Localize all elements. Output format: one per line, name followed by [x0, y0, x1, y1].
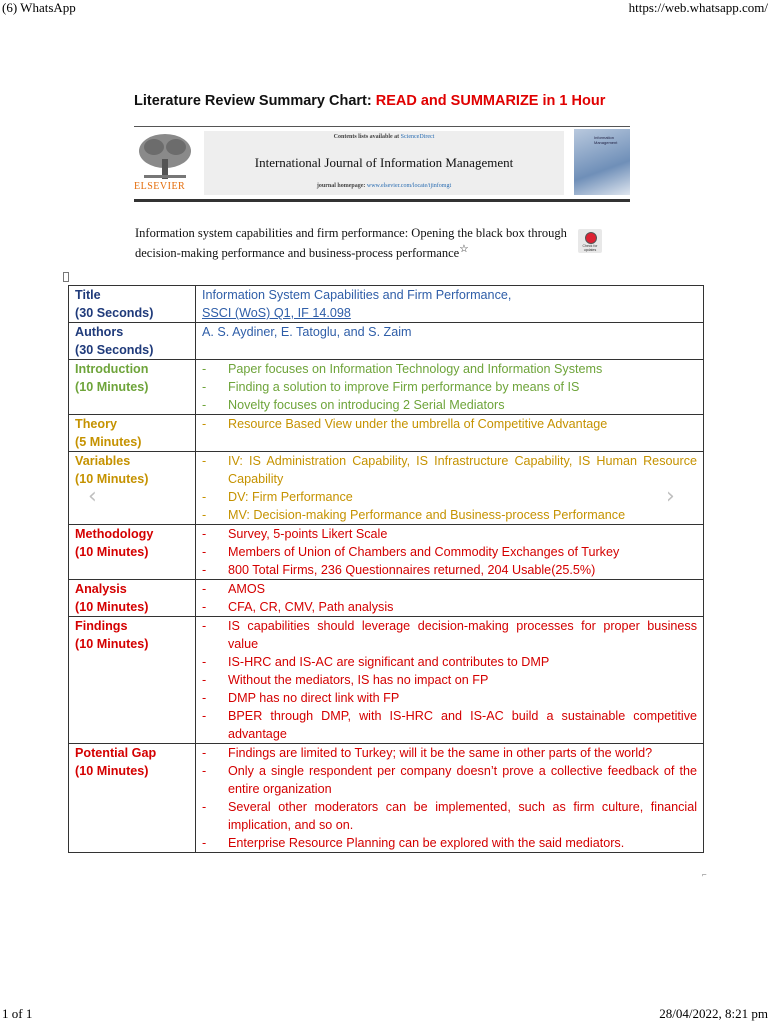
bullet-item	[202, 543, 697, 561]
row-label-name: Introduction	[75, 362, 149, 376]
bullet-dash: -	[202, 417, 207, 431]
table-corner-mark: ⌐	[702, 870, 707, 879]
summary-row	[69, 452, 704, 525]
paper-title-footnote-mark: ☆	[459, 243, 469, 255]
row-content	[196, 580, 704, 617]
row-label	[69, 360, 196, 415]
bullet-dash: -	[202, 709, 207, 723]
bullet-dash: -	[202, 691, 207, 705]
bullet-dash: -	[202, 800, 207, 814]
bullet-item	[202, 561, 697, 579]
summary-row	[69, 617, 704, 744]
bullet-text: IS capabilities should leverage decision-making processes for proper business value	[228, 619, 697, 651]
bullet-text: BPER through DMP, with IS-HRC and IS-AC build a sustainable competitive advantage	[228, 709, 697, 741]
bullet-dash: -	[202, 619, 207, 633]
bullet-text: 800 Total Firms, 236 Questionnaires returned, 204 Usable(25.5%)	[228, 563, 596, 577]
row-content	[196, 323, 704, 360]
row-content	[196, 617, 704, 744]
row-label-name: Title	[75, 288, 101, 302]
bullet-text: Findings are limited to Turkey; will it be the same in other parts of the world?	[228, 746, 653, 760]
row-content	[196, 525, 704, 580]
bullet-item	[202, 689, 697, 707]
content-line: Information System Capabilities and Firm Performance,	[202, 288, 512, 302]
bullet-text: DMP has no direct link with FP	[228, 691, 400, 705]
bullet-dash: -	[202, 563, 207, 577]
row-label	[69, 286, 196, 323]
print-header-url: https://web.whatsapp.com/	[628, 0, 768, 15]
crossmark-label: Check for updates	[582, 244, 598, 252]
bullet-text: CFA, CR, CMV, Path analysis	[228, 600, 394, 614]
row-label-duration: (10 Minutes)	[75, 637, 149, 651]
crossmark-icon	[585, 232, 597, 244]
table-anchor-marker	[63, 272, 69, 282]
document-title	[134, 93, 605, 109]
bullet-dash: -	[202, 600, 207, 614]
row-content	[196, 744, 704, 853]
bullet-item	[202, 360, 697, 378]
bullet-text: Several other moderators can be implemented, such as firm culture, financial implication, and so on.	[228, 800, 697, 832]
bullet-dash: -	[202, 582, 207, 596]
publisher-name: ELSEVIER	[134, 181, 186, 192]
bullet-text: DV: Firm Performance	[228, 490, 353, 504]
bullet-item	[202, 488, 697, 506]
row-label	[69, 617, 196, 744]
contents-available-prefix: Contents lists available at	[333, 134, 401, 140]
bullet-dash: -	[202, 673, 207, 687]
bullet-item	[202, 378, 697, 396]
bullet-dash: -	[202, 508, 207, 522]
row-label-name: Methodology	[75, 527, 154, 541]
journal-homepage-link[interactable]: www.elsevier.com/locate/ijinfomgt	[366, 183, 452, 189]
bullet-text: Members of Union of Chambers and Commodity Exchanges of Turkey	[228, 545, 620, 559]
bullet-item	[202, 617, 697, 653]
journal-homepage	[204, 183, 564, 189]
print-header-title: (6) WhatsApp	[2, 0, 76, 15]
bullet-item	[202, 798, 697, 834]
bullet-text: Only a single respondent per company doesn’t prove a collective feedback of the entire organization	[228, 764, 697, 796]
summary-row	[69, 580, 704, 617]
bullet-item	[202, 834, 697, 852]
row-content	[196, 360, 704, 415]
row-label	[69, 525, 196, 580]
summary-row	[69, 286, 704, 323]
bullet-dash: -	[202, 836, 207, 850]
previous-page-chevron-icon[interactable]: ‹	[88, 484, 97, 509]
check-for-updates-badge[interactable]	[578, 229, 602, 253]
row-label	[69, 744, 196, 853]
bullet-dash: -	[202, 362, 207, 376]
journal-info-box	[204, 131, 564, 195]
row-label-duration: (5 Minutes)	[75, 435, 142, 449]
bullet-item	[202, 580, 697, 598]
bullet-text: MV: Decision-making Performance and Business-process Performance	[228, 508, 626, 522]
bullet-text: Without the mediators, IS has no impact on FP	[228, 673, 489, 687]
row-content	[196, 415, 704, 452]
contents-available	[204, 134, 564, 140]
journal-banner	[134, 126, 630, 202]
bullet-text: Enterprise Resource Planning can be explored with the said mediators.	[228, 836, 625, 850]
summary-table-body	[69, 286, 704, 853]
bullet-dash: -	[202, 545, 207, 559]
row-label	[69, 415, 196, 452]
print-header	[0, 0, 768, 18]
row-label	[69, 580, 196, 617]
bullet-item	[202, 653, 697, 671]
bullet-text: IV: IS Administration Capability, IS Infrastructure Capability, IS Human Resource Capability	[228, 454, 697, 486]
summary-row	[69, 323, 704, 360]
sciencedirect-link[interactable]: ScienceDirect	[400, 134, 435, 140]
homepage-prefix: journal homepage:	[316, 183, 367, 189]
row-label-duration: (30 Seconds)	[75, 306, 154, 320]
bullet-dash: -	[202, 764, 207, 778]
paper-title-text: Information system capabilities and firm performance: Opening the black box through decision-making performance and business-process performance	[135, 226, 567, 260]
row-label-name: Potential Gap	[75, 746, 157, 760]
bullet-item	[202, 762, 697, 798]
row-label	[69, 323, 196, 360]
bullet-dash: -	[202, 454, 207, 468]
document-title-highlight: READ and SUMMARIZE in 1 Hour	[375, 93, 606, 109]
print-footer-page: 1 of 1	[2, 1006, 33, 1021]
bullet-dash: -	[202, 490, 207, 504]
row-label-duration: (10 Minutes)	[75, 472, 149, 486]
row-label-duration: (10 Minutes)	[75, 764, 149, 778]
row-label-name: Analysis	[75, 582, 127, 596]
print-footer-timestamp: 28/04/2022, 8:21 pm	[659, 1006, 768, 1021]
document-title-main: Literature Review Summary Chart:	[134, 93, 376, 109]
bullet-dash: -	[202, 746, 207, 760]
row-label-duration: (10 Minutes)	[75, 600, 149, 614]
journal-cover-thumbnail	[574, 129, 630, 195]
bullet-item	[202, 396, 697, 414]
bullet-dash: -	[202, 380, 207, 394]
content-line: SSCI (WoS) Q1, IF 14.098	[202, 306, 351, 320]
bullet-text: Resource Based View under the umbrella of Competitive Advantage	[228, 417, 608, 431]
row-label-name: Authors	[75, 325, 124, 339]
row-label-duration: (10 Minutes)	[75, 380, 149, 394]
row-label-duration: (30 Seconds)	[75, 343, 154, 357]
paper-title	[135, 226, 575, 261]
bullet-item	[202, 452, 697, 488]
bullet-item	[202, 744, 697, 762]
journal-name: International Journal of Information Management	[254, 155, 514, 170]
bullet-text: Paper focuses on Information Technology and Information Systems	[228, 362, 603, 376]
bullet-text: AMOS	[228, 582, 266, 596]
bullet-item	[202, 415, 697, 433]
bullet-text: Finding a solution to improve Firm performance by means of IS	[228, 380, 580, 394]
bullet-text: Survey, 5-points Likert Scale	[228, 527, 388, 541]
content-line: A. S. Aydiner, E. Tatoglu, and S. Zaim	[202, 325, 412, 339]
bullet-item	[202, 707, 697, 743]
journal-cover-title: Information Management	[594, 135, 618, 145]
summary-row	[69, 360, 704, 415]
summary-row	[69, 744, 704, 853]
bullet-item	[202, 598, 697, 616]
bullet-text: Novelty focuses on introducing 2 Serial Mediators	[228, 398, 505, 412]
bullet-item	[202, 525, 697, 543]
row-label-name: Variables	[75, 454, 131, 468]
bullet-dash: -	[202, 398, 207, 412]
bullet-dash: -	[202, 527, 207, 541]
bullet-dash: -	[202, 655, 207, 669]
row-content	[196, 452, 704, 525]
summary-row	[69, 525, 704, 580]
row-label-name: Theory	[75, 417, 117, 431]
row-label-duration: (10 Minutes)	[75, 545, 149, 559]
row-content	[196, 286, 704, 323]
bullet-item	[202, 671, 697, 689]
row-label-name: Findings	[75, 619, 128, 633]
print-footer	[0, 1006, 768, 1024]
summary-table	[68, 285, 704, 853]
summary-row	[69, 415, 704, 452]
next-page-chevron-icon[interactable]: ›	[666, 484, 675, 509]
bullet-item	[202, 506, 697, 524]
bullet-text: IS-HRC and IS-AC are significant and contributes to DMP	[228, 655, 550, 669]
